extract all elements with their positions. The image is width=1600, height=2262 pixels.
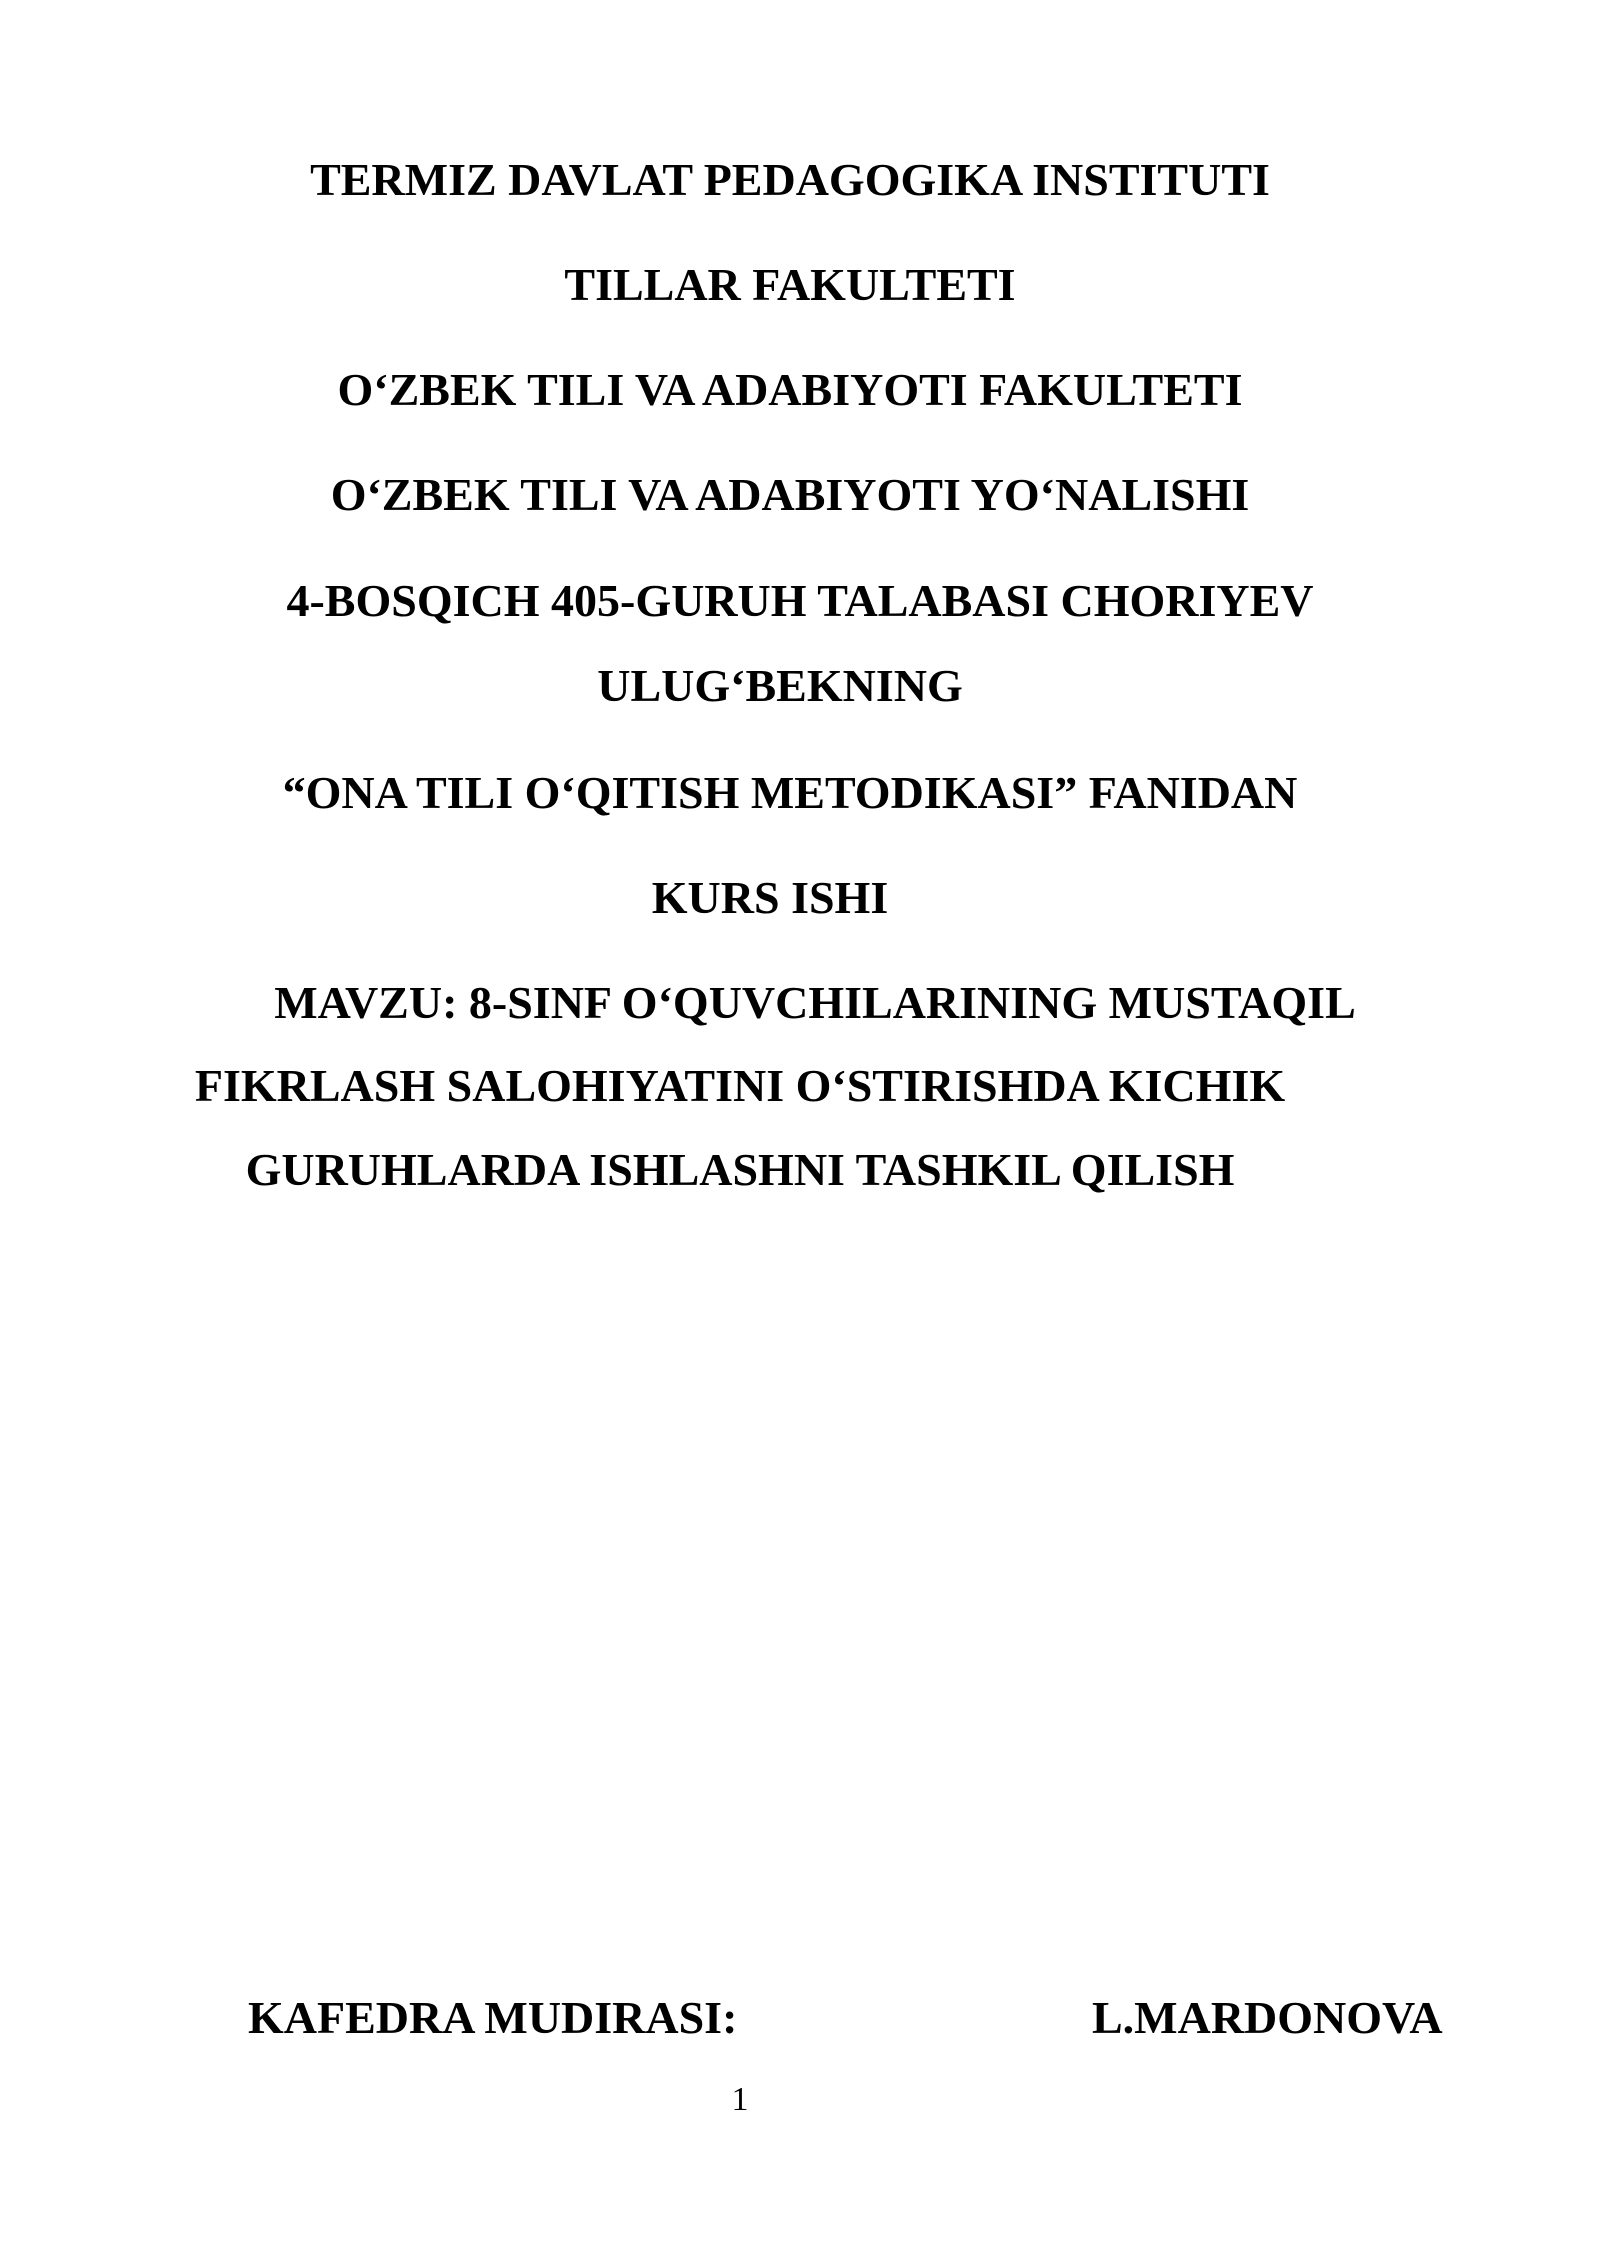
topic-line-3: GURUHLARDA ISHLASHNI TASHKIL QILISH bbox=[245, 1144, 1235, 1195]
student-line-2: ULUG‘BEKNING bbox=[597, 660, 963, 711]
topic-line-2: FIKRLASH SALOHIYATINI O‘STIRISHDA KICHIK bbox=[194, 1060, 1286, 1111]
signature-role: KAFEDRA MUDIRASI: bbox=[248, 1992, 738, 2043]
page-number: 1 bbox=[731, 2081, 749, 2118]
institute-title: TERMIZ DAVLAT PEDAGOGIKA INSTITUTI bbox=[310, 154, 1270, 205]
direction-title: O‘ZBEK TILI VA ADABIYOTI YO‘NALISHI bbox=[330, 469, 1250, 520]
department-title: O‘ZBEK TILI VA ADABIYOTI FAKULTETI bbox=[337, 364, 1243, 415]
topic-line-1: MAVZU: 8-SINF O‘QUVCHILARINING MUSTAQIL bbox=[274, 977, 1356, 1028]
faculty-title: TILLAR FAKULTETI bbox=[564, 259, 1016, 310]
subject-title: “ONA TILI O‘QITISH METODIKASI” FANIDAN bbox=[282, 767, 1298, 818]
student-line-1: 4-BOSQICH 405-GURUH TALABASI CHORIYEV bbox=[286, 575, 1314, 626]
work-type-title: KURS ISHI bbox=[651, 872, 889, 923]
signature-name: L.MARDONOVA bbox=[1092, 1992, 1443, 2043]
